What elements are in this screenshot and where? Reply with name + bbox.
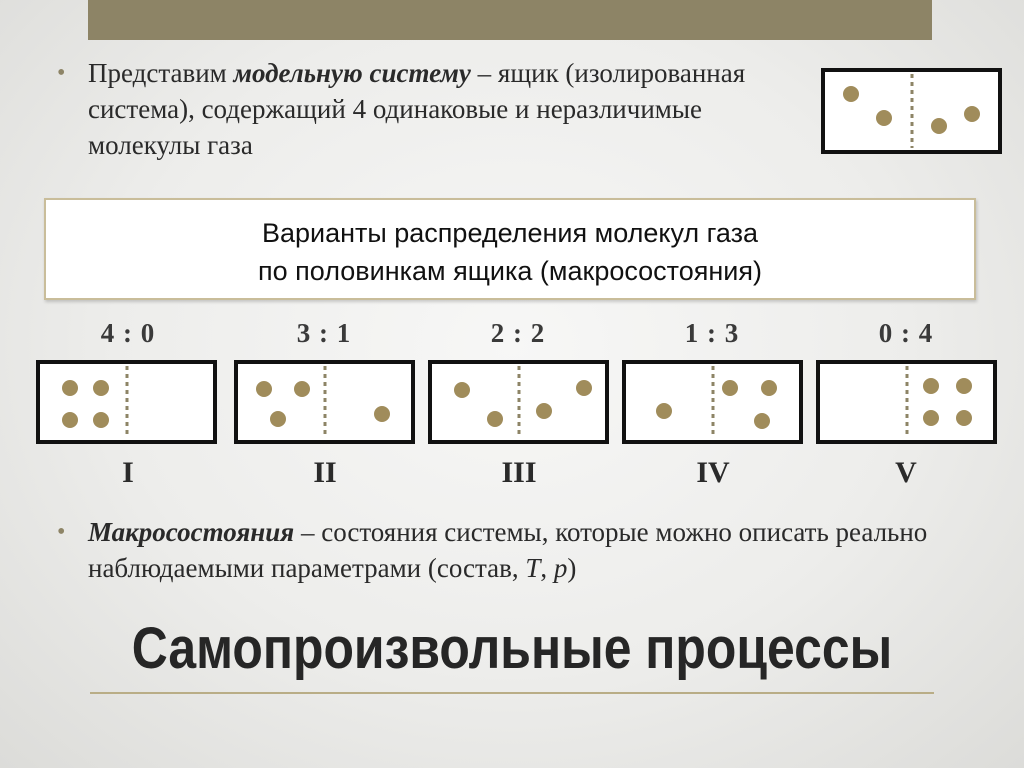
molecule xyxy=(656,403,672,419)
molecule xyxy=(722,380,738,396)
molecule xyxy=(454,382,470,398)
macrostate-label-5: V xyxy=(895,456,917,489)
slide-heading: Самопроизвольные процессы xyxy=(131,616,893,681)
title-line-1: Варианты распределения молекул газа xyxy=(261,218,759,248)
param-separator: , xyxy=(540,553,554,583)
model-system-box xyxy=(823,70,1000,152)
bullet-marker: • xyxy=(57,60,66,86)
ratio-label-1: 4 : 0 xyxy=(100,318,156,348)
intro-text-rest: – ящик (изолированная система), содержащий 4 одинаковые и неразличимые молекулы газа xyxy=(88,58,746,160)
macrostate-label-1: I xyxy=(122,456,134,489)
macrostate-box-5 xyxy=(818,362,995,442)
molecule xyxy=(964,106,980,122)
molecule xyxy=(62,412,78,428)
intro-emphasis: модельную систему xyxy=(233,58,471,88)
title-line-2: по половинкам ящика (макросостояния) xyxy=(258,256,762,286)
molecule xyxy=(374,406,390,422)
definition-text: – состояния системы, которые можно описать реально наблюдаемыми параметрами (состав, xyxy=(88,517,928,583)
molecule xyxy=(923,410,939,426)
molecule xyxy=(93,412,109,428)
molecule xyxy=(956,410,972,426)
param-T: T xyxy=(525,553,541,583)
definition-term: Макросостояния xyxy=(88,517,295,547)
definition-bullet xyxy=(57,514,988,586)
molecule xyxy=(93,380,109,396)
heading-underline xyxy=(90,692,934,694)
macrostate-box-3 xyxy=(430,362,607,442)
molecule xyxy=(843,86,859,102)
molecule xyxy=(536,403,552,419)
molecule xyxy=(956,378,972,394)
molecule xyxy=(931,118,947,134)
molecule xyxy=(487,411,503,427)
macrostate-box-1 xyxy=(38,362,215,442)
molecule xyxy=(62,380,78,396)
molecule xyxy=(294,381,310,397)
ratio-label-2: 3 : 1 xyxy=(296,318,352,348)
macrostate-label-3: III xyxy=(501,456,537,489)
molecule xyxy=(256,381,272,397)
param-p: p xyxy=(553,553,568,583)
molecule xyxy=(876,110,892,126)
macrostate-label-2: II xyxy=(313,456,337,489)
molecule xyxy=(761,380,777,396)
macrostate-label-4: IV xyxy=(696,456,730,489)
molecule xyxy=(576,380,592,396)
ratio-label-3: 2 : 2 xyxy=(490,318,546,348)
ratio-label-4: 1 : 3 xyxy=(684,318,740,348)
molecule xyxy=(754,413,770,429)
intro-text-start: Представим xyxy=(88,58,234,88)
macrostate-box-2 xyxy=(236,362,413,442)
macrostate-box-4 xyxy=(624,362,801,442)
molecule xyxy=(923,378,939,394)
ratio-label-5: 0 : 4 xyxy=(878,318,934,348)
bullet-marker: • xyxy=(57,519,66,545)
param-close: ) xyxy=(567,553,577,583)
molecule xyxy=(270,411,286,427)
